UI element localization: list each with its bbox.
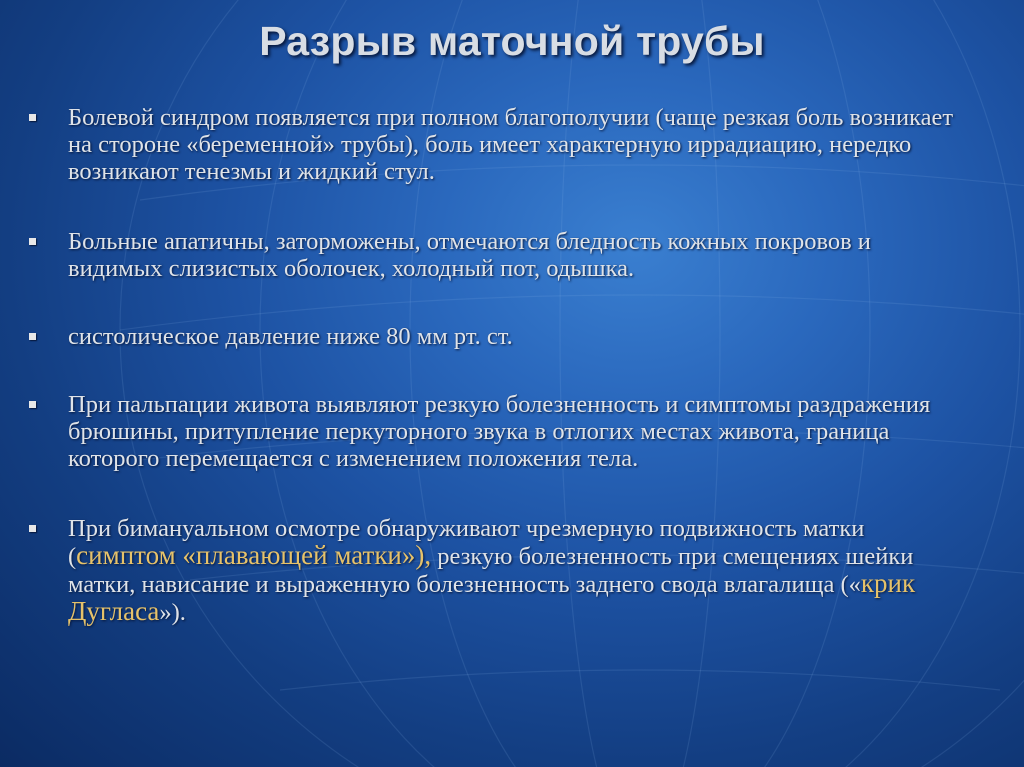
highlight-floating-uterus-sign: симптом «плавающей матки»),: [76, 540, 432, 570]
bullet-item: [28, 323, 958, 350]
square-bullet-icon: [29, 238, 36, 245]
bullet-item: [28, 515, 958, 626]
bullet-text: Больные апатичны, заторможены, отмечаются бледность кожных покровов и видимых слизистых оболочек, холодный пот, одышка.: [68, 228, 871, 282]
square-bullet-icon: [29, 333, 36, 340]
bullet-text: резкую болезненность при смещениях шейки матки, нависание и выраженную болезненность заднего свода влагалища («: [68, 543, 914, 598]
square-bullet-icon: [29, 401, 36, 408]
bullet-text: При пальпации живота выявляют резкую болезненность и симптомы раздражения брюшины, притупление перкуторного звука в отлогих местах живота, граница которого перемещается с изменением положения тела.: [68, 391, 931, 472]
bullet-text: При бимануальном осмотре обнаруживают чрезмерную подвижность матки (: [68, 515, 865, 570]
bullet-text: Болевой синдром появляется при полном благополучии (чаще резкая боль возникает на стороне «беременной» трубы), боль имеет характерную иррадиацию, нередко возникают тенезмы и жидкий стул.: [68, 104, 954, 185]
bullet-item: [28, 391, 958, 472]
square-bullet-icon: [29, 525, 36, 532]
bullet-text: систолическое давление ниже 80 мм рт. ст.: [68, 323, 513, 350]
bullet-list: [28, 104, 958, 626]
slide-title: Разрыв маточной трубы: [259, 18, 765, 64]
bullet-item: [28, 104, 958, 185]
highlight-douglas-cry: крик Дугласа: [68, 568, 916, 626]
square-bullet-icon: [29, 114, 36, 121]
bullet-text: »).: [159, 599, 186, 626]
bullet-item: [28, 228, 958, 282]
